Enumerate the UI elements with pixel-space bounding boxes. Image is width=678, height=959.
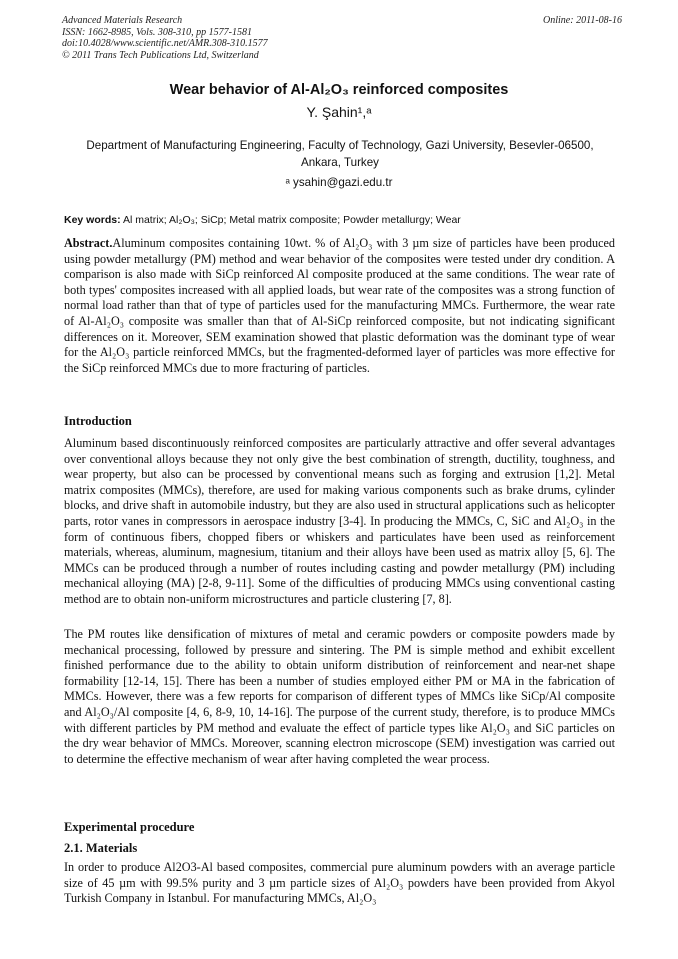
abstract-text: Aluminum composites containing 10wt. % of Al₂O₃ with 3 µm size of particles have been produced using powder metallurgy (PM) method and wear behavior of the composites were tested under dry condition. A comparison is also made with SiCp reinforced Al composite produced at the same conditions. The wear rate of both types' composites increased with all applied loads, but wear rate of the composites was a strong function of normal load rather than that of type of particles used for the manufacturing MMCs. Furthermore, the wear rate of Al-Al₂O₃ composite was smaller than that of Al-SiCp reinforced composite, but not indicating significant differences on it. Moreover, SEM examination showed that plastic deformation was the dominant type of wear for the Al₂O₃ particle reinforced MMCs, but the fragmented-deformed layer of particles was more effective for the SiCp reinforced MMCs due to more fracturing of particles. bbox=[64, 236, 615, 375]
introduction-paragraph-1: Aluminum based discontinuously reinforced composites are particularly attractive and offer several advantages over conventional alloys because they not only give the best combination of strength, ductility, toughness, and wear property, but also can be processed by conventional means such as forging and extrusion [1,2]. Metal matrix composites (MMCs), therefore, are used for making various components such as brake drums, cylinder blocks, and drive shaft in automobile industry, but they are also used in structural applications such as helicopter parts, rotor vanes in compressors in aerospace industry [3-4]. In producing the MMCs, C, SiC and Al₂O₃ in the form of continuous fibers, chopped fibers or whiskers and particulates have been used as reinforcement materials, whereas, aluminum, magnesium, titanium and their alloys have been used as matrix alloy [5, 6]. The MMCs can be produced through a number of routes including casting and powder metallurgy (PM) including mechanical alloying (MA) [2-8, 9-11]. Some of the difficulties of producing MMCs using conventional casting method are to obtain non-uniform microstructures and particle clustering [7, 8]. bbox=[64, 436, 615, 606]
doi-line[interactable]: doi:10.4028/www.scientific.net/AMR.308-310.1577 bbox=[62, 38, 268, 49]
materials-subheading: 2.1. Materials bbox=[64, 841, 138, 855]
journal-name: Advanced Materials Research bbox=[62, 15, 183, 26]
keywords bbox=[64, 214, 624, 226]
keywords-label: Key words: bbox=[64, 214, 121, 226]
online-date: Online: 2011-08-16 bbox=[543, 15, 622, 26]
materials-paragraph: In order to produce Al2O3-Al based composites, commercial pure aluminum powders with an average particle size of 45 µm with 99.5% purity and 3 µm particle sizes of Al₂O₃ powders have been provided from Akyol Turkish Company in Istanbul. For manufacturing MMCs, Al₂O₃ bbox=[64, 860, 615, 906]
affiliation: Department of Manufacturing Engineering, Faculty of Technology, Gazi University, Besevler-06500, Ankara, Turkey bbox=[86, 139, 594, 169]
keywords-text: Al matrix; Al₂O₃; SiCp; Metal matrix composite; Powder metallurgy; Wear bbox=[122, 214, 461, 226]
abstract-label: Abstract. bbox=[64, 236, 113, 250]
copyright-line: © 2011 Trans Tech Publications Ltd, Switzerland bbox=[62, 49, 259, 61]
experimental-heading: Experimental procedure bbox=[64, 820, 195, 834]
introduction-heading: Introduction bbox=[64, 414, 132, 428]
paper-title: Wear behavior of Al-Al₂O₃ reinforced composites bbox=[169, 82, 509, 98]
introduction-paragraph-2: The PM routes like densification of mixtures of metal and ceramic powders or composite powders made by mechanical processing, followed by pressure and sintering. The PM is simple method and exhibit excellent finished performance due to the ability to obtain uniform distribution of reinforcement and near-net shape formability [12-14, 15]. There has been a number of studies employed either PM or MA in the fabrication of MMCs. However, there was a few reports for comparison of different types of MMCs like SiCp/Al composite and Al₂O₃/Al composite [4, 6, 8-9, 10, 14-16]. The purpose of the current study, therefore, is to produce MMCs with different particles by PM method and evaluate the effect of particle types like Al₂O₃ and SiC particles on the dry wear behavior of MMCs. Moreover, scanning electron microscope (SEM) investigation was carried out to determine the effective mechanism of wear after having completed the wear process. bbox=[64, 627, 615, 766]
abstract bbox=[64, 236, 615, 376]
issn-line: ISSN: 1662-8985, Vols. 308-310, pp 1577-1581 bbox=[62, 26, 252, 38]
author: Y. Şahin¹,ᵃ bbox=[306, 104, 372, 120]
journal-header bbox=[62, 15, 622, 61]
author-email[interactable]: ᵃ ysahin@gazi.edu.tr bbox=[285, 176, 393, 189]
